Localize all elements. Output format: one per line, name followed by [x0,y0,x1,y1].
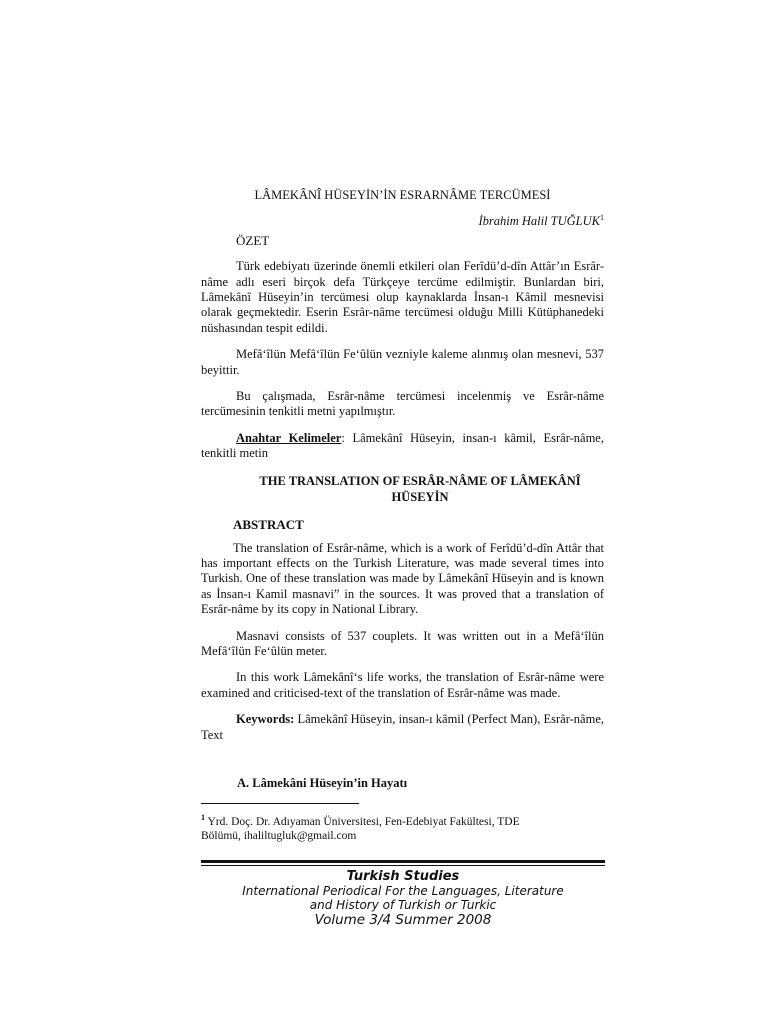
journal-footer [201,860,605,928]
journal-name: Turkish Studies [346,869,460,884]
journal-subtitle-1: International Periodical For the Languages, Literature [242,884,564,898]
journal-subtitle-2: and History of Turkish or Turkic [309,898,497,912]
footnote-mark: 1 [201,813,205,823]
ozet-keywords [201,431,604,462]
ozet-paragraph-3: Bu çalışmada, Esrâr-nâme tercümesi incelenmiş ve Esrâr-nâme tercümesinin tenkitli metni yapılmıştır. [201,389,604,419]
abstract-keywords [201,712,604,743]
abstract-paragraph-3: In this work Lâmekânî‘s life works, the translation of Esrâr-nâme were examined and criticised-text of the translation of Esrâr-nâme was made. [201,670,604,700]
journal-volume: Volume 3/4 Summer 2008 [314,912,492,928]
abstract-heading: ABSTRACT [233,516,304,532]
abstract-keywords-text: Lâmekânî Hüseyin, insan-ı kâmil (Perfect Man), Esrâr-nâme, Text [201,712,604,742]
author-line [201,213,604,229]
ozet-paragraph-2: Mefâ‘îlün Mefâ‘îlün Fe‘ûlün vezniyle kaleme alınmış olan mesnevi, 537 beyittir. [201,347,604,377]
paper-body [201,188,604,844]
ozet-heading: ÖZET [236,233,270,249]
footnote-line-1: Yrd. Doç. Dr. Adıyaman Üniversitesi, Fen-Edebiyat Fakültesi, TDE [205,815,520,828]
paper-title: LÂMEKÂNÎ HÜSEYİN’İN ESRARNÂME TERCÜMESİ [254,188,551,202]
section-heading: A. Lâmekâni Hüseyin’in Hayatı [237,776,408,791]
author-footnote-mark: 1 [600,213,604,222]
footer-rule-thin [201,865,605,866]
ozet-keywords-label: Anahtar Kelimeler [236,430,342,445]
author-name: İbrahim Halil TUĞLUK [478,214,600,229]
abstract-paragraph-1: The translation of Esrâr-nâme, which is a work of Ferîdü’d-dîn Attâr that has important effects on the Turkish Literature, was made several times into Turkish. One of these translation was made by Lâmekânî Hüseyin and is known as İnsan-ı Kamil masnavi” in the sources. It was proved that a translation of Esrâr-nâme by its copy in National Library. [201,540,604,617]
footer-rule-thick [201,860,605,863]
abstract-paragraph-2: Masnavi consists of 537 couplets. It was written out in a Mefâ‘îlün Mefâ‘îlün Fe‘ûlün meter. [201,628,604,659]
footnote [201,811,604,844]
ozet-keywords-text: : Lâmekânî Hüseyin, insan-ı kâmil, Esrâr-nâme, tenkitli metin [201,430,604,461]
footnote-line-2: Bölümü, ihaliltugluk@gmail.com [201,830,357,843]
english-title: THE TRANSLATION OF ESRÂR-NÂME OF LÂMEKÂNÎ HÜSEYİN [259,473,581,504]
abstract-keywords-label: Keywords: [236,712,295,727]
ozet-paragraph-1: Türk edebiyatı üzerinde önemli etkileri olan Ferîdü’d-dîn Attâr’ın Esrâr-nâme adlı eseri birçok defa Türkçeye tercüme edilmiştir. Bunlardan biri, Lâmekânî Hüseyin’in tercümesi olup kaynaklarda İnsan-ı Kâmil mesnevisi olarak geçmektedir. Eserin Esrâr-nâme tercümesi olduğu Milli Kütüphanedeki nüshasından tespit edildi. [201,259,604,335]
footnote-rule [201,803,359,804]
